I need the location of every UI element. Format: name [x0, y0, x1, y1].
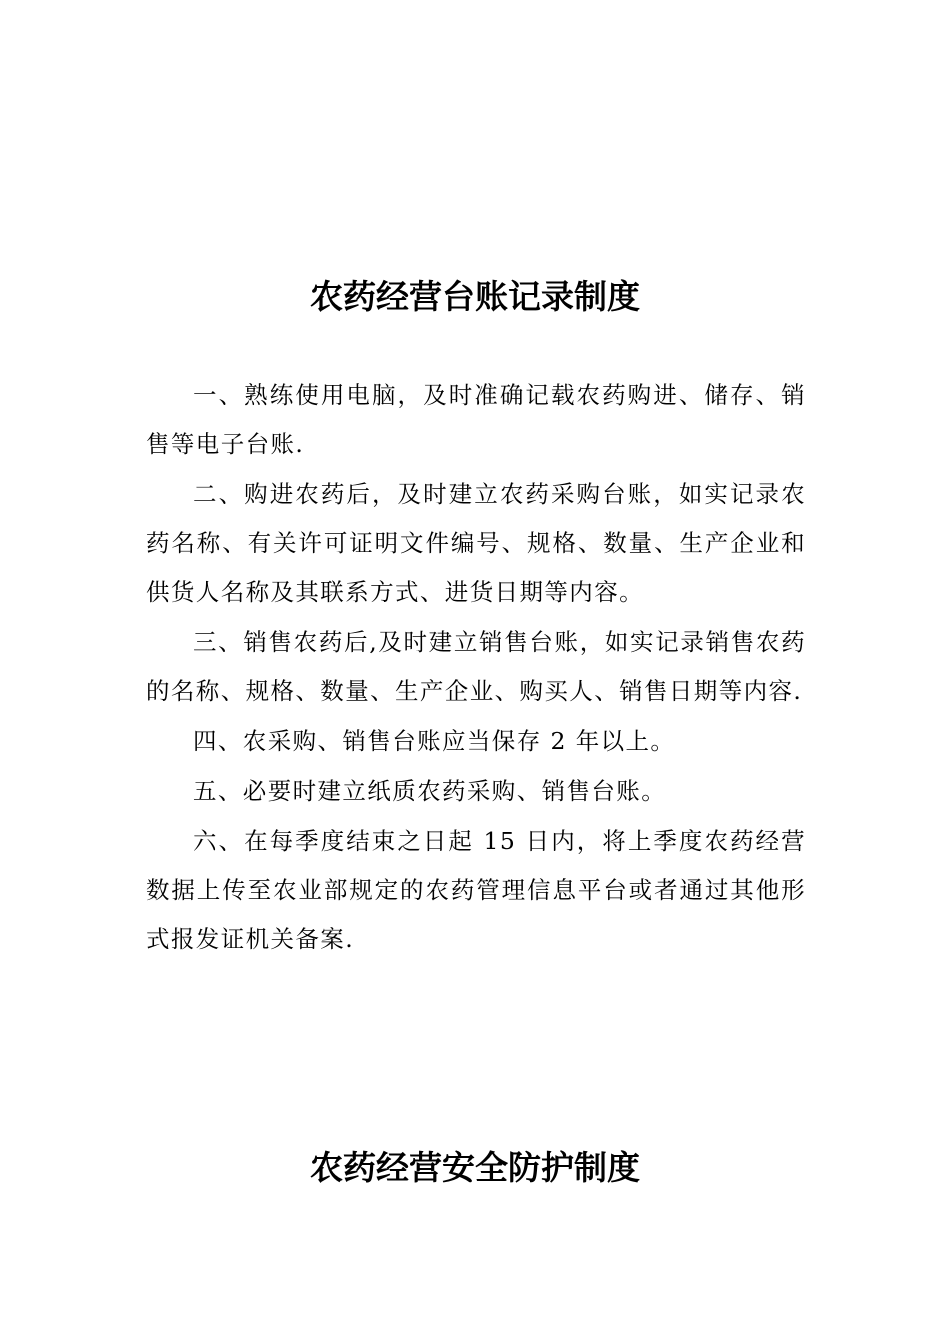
document-body: [146, 371, 806, 964]
paragraph-3: 三、销售农药后,及时建立销售台账，如实记录销售农药的名称、规格、数量、生产企业、购买人、销售日期等内容.: [146, 628, 806, 705]
paragraph-6: 六、在每季度结束之日起 15 日内，将上季度农药经营数据上传至农业部规定的农药管理信息平台或者通过其他形式报发证机关备案.: [146, 827, 806, 953]
paragraph-5: 五、必要时建立纸质农药采购、销售台账。: [193, 777, 667, 805]
paragraph-1: 一、熟练使用电脑，及时准确记载农药购进、储存、销售等电子台账.: [146, 381, 806, 458]
paragraph-4: 四、农采购、销售台账应当保存 2 年以上。: [193, 727, 676, 755]
document-title-record-system: 农药经营台账记录制度: [310, 277, 640, 316]
paragraph-2: 二、购进农药后，及时建立农药采购台账，如实记录农药名称、有关许可证明文件编号、规格、数量、生产企业和供货人名称及其联系方式、进货日期等内容。: [146, 480, 806, 606]
document-title-safety-system: 农药经营安全防护制度: [310, 1148, 640, 1187]
